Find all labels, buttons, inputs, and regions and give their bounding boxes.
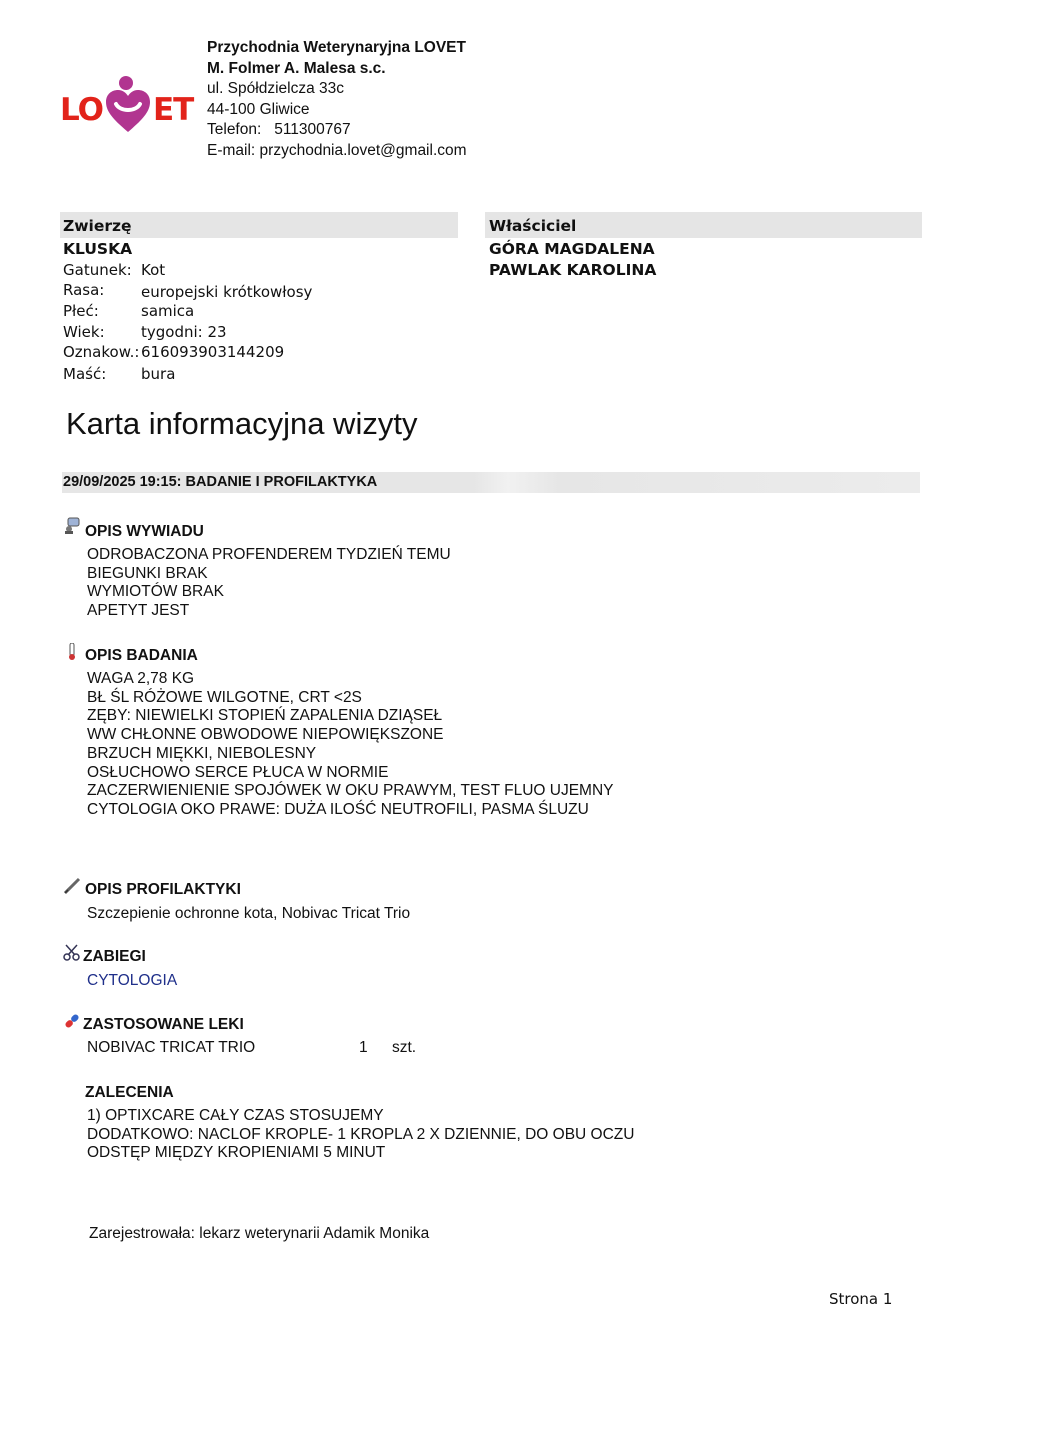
email-label: E-mail: [207, 141, 256, 159]
phone-label: Telefon: [207, 121, 262, 138]
clinic-street: ul. Spółdzielcza 33c [207, 80, 344, 97]
body-line: ZĘBY: NIEWIELKI STOPIEŃ ZAPALENIA DZIĄSEŁ [87, 707, 443, 725]
page-number: Strona 1 [829, 1290, 893, 1308]
section-title-zalecenia: ZALECENIA [85, 1084, 174, 1101]
field-label: Gatunek: [63, 261, 132, 279]
clinic-email: przychodnia.lovet@gmail.com [259, 141, 467, 159]
body-line: BRZUCH MIĘKKI, NIEBOLESNY [87, 744, 317, 762]
field-label: Oznakow.: [63, 343, 140, 361]
field-value: 616093903144209 [141, 343, 285, 361]
scissors-icon [63, 944, 81, 962]
clinic-phone-row [207, 120, 467, 141]
medication-qty: 1 [359, 1039, 368, 1056]
section-body-wywiad [87, 546, 451, 621]
medication-name: NOBIVAC TRICAT TRIO [87, 1039, 256, 1056]
body-line: ODSTĘP MIĘDZY KROPIENIAMI 5 MINUT [87, 1144, 386, 1162]
syringe-icon [63, 877, 81, 895]
clinic-phone: 511300767 [274, 121, 351, 138]
procedure-item: CYTOLOGIA [87, 972, 178, 989]
clinic-info [207, 38, 467, 161]
section-body-zalecenia [87, 1107, 634, 1163]
field-label: Płeć: [63, 302, 99, 320]
section-body-zabiegi [87, 972, 177, 991]
section-body-badanie [87, 670, 613, 820]
clinic-logo [60, 72, 196, 136]
clinic-owners: M. Folmer A. Malesa s.c. [207, 59, 386, 77]
document-title: Karta informacyjna wizyty [66, 406, 418, 441]
field-value: tygodni: 23 [141, 323, 227, 341]
body-line: APETYT JEST [87, 602, 190, 620]
field-label: Rasa: [63, 281, 105, 299]
body-line: WAGA 2,78 KG [87, 670, 195, 687]
body-line: DODATKOWO: NACLOF KROPLE- 1 KROPLA 2 X DZIENNIE, DO OBU OCZU [87, 1125, 635, 1143]
clinic-city: 44-100 Gliwice [207, 100, 310, 118]
section-body-profilaktyka [87, 905, 410, 924]
section-title-leki: ZASTOSOWANE LEKI [83, 1016, 244, 1033]
clinic-name: Przychodnia Weterynaryjna LOVET [207, 39, 466, 56]
owner-header: Właściciel [489, 217, 577, 235]
section-title-badanie: OPIS BADANIA [85, 647, 198, 664]
body-line: WW CHŁONNE OBWODOWE NIEPOWIĘKSZONE [87, 726, 444, 744]
field-label: Maść: [63, 365, 107, 383]
pill-icon [63, 1012, 81, 1030]
interview-icon [63, 517, 81, 535]
medication-unit: szt. [392, 1039, 417, 1056]
owner-name: PAWLAK KAROLINA [489, 261, 657, 279]
body-line: BŁ ŚL RÓŻOWE WILGOTNE, CRT <2S [87, 688, 362, 706]
field-value: bura [141, 365, 176, 383]
body-line: BIEGUNKI BRAK [87, 564, 208, 582]
body-line: Szczepienie ochronne kota, Nobivac Tricat Trio [87, 905, 411, 922]
field-value: Kot [141, 261, 166, 279]
animal-header: Zwierzę [63, 217, 132, 235]
body-line: 1) OPTIXCARE CAŁY CZAS STOSUJEMY [87, 1107, 384, 1124]
body-line: WYMIOTÓW BRAK [87, 583, 224, 601]
section-title-zabiegi: ZABIEGI [83, 948, 146, 965]
field-value: samica [141, 302, 195, 320]
thermometer-icon [63, 643, 81, 661]
clinic-email-row [207, 141, 467, 162]
body-line: OSŁUCHOWO SERCE PŁUCA W NORMIE [87, 763, 389, 781]
section-title-wywiad: OPIS WYWIADU [85, 523, 204, 540]
logo-text-left: LO [60, 92, 104, 128]
field-value: europejski krótkowłosy [141, 283, 313, 301]
medication-row [87, 1039, 487, 1058]
body-line: ODROBACZONA PROFENDEREM TYDZIEŃ TEMU [87, 546, 451, 563]
logo-text-right: ET [153, 92, 194, 128]
registered-by: Zarejestrowała: lekarz weterynarii Adamik Monika [89, 1225, 430, 1242]
field-label: Wiek: [63, 323, 105, 341]
logo-heart-icon [104, 74, 152, 136]
body-line: ZACZERWIENIENIE SPOJÓWEK W OKU PRAWYM, TEST FLUO UJEMNY [87, 782, 614, 800]
owner-name: GÓRA MAGDALENA [489, 240, 655, 258]
section-title-profilaktyka: OPIS PROFILAKTYKI [85, 881, 241, 898]
body-line: CYTOLOGIA OKO PRAWE: DUŻA ILOŚĆ NEUTROFILI, PASMA ŚLUZU [87, 800, 589, 818]
visit-label: 29/09/2025 19:15: BADANIE I PROFILAKTYKA [63, 474, 378, 490]
animal-name: KLUSKA [63, 240, 133, 258]
